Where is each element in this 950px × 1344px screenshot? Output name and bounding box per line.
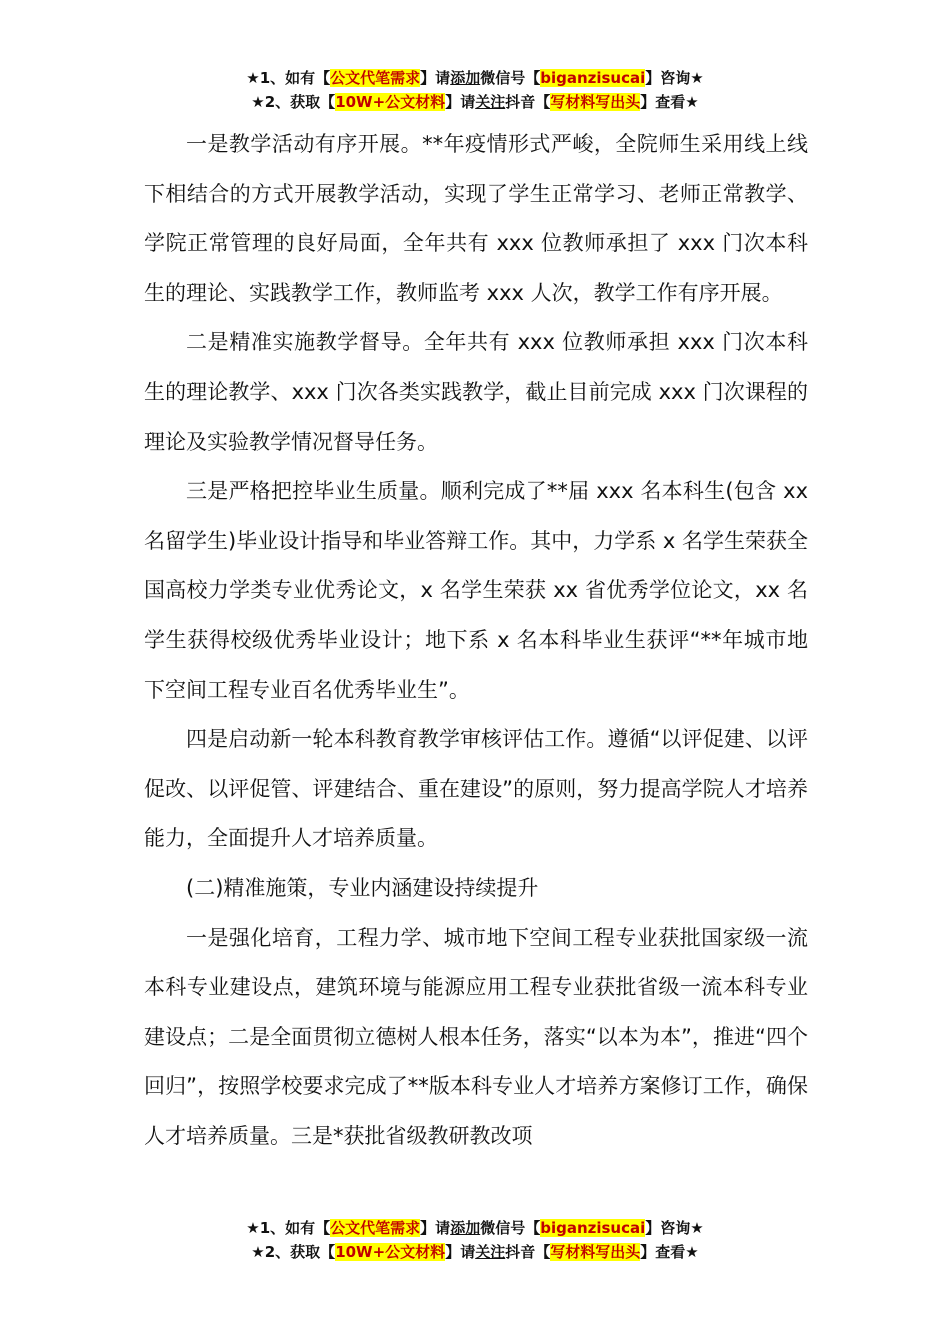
banner-underline: 添加 [450,1219,481,1237]
banner-text: 抖音【 [505,1243,551,1261]
banner-highlight: 公文代笔需求 [330,1219,421,1237]
banner-text: 】咨询★ [645,1219,704,1237]
banner-text: ★2、获取【 [251,93,336,111]
banner-text: 】请 [420,1219,451,1237]
banner-douyin-id: 写材料写出头 [550,1243,641,1261]
paragraph-teaching-activities: 一是教学活动有序开展。**年疫情形式严峻，全院师生采用线上线下相结合的方式开展教学活动，实现了学生正常学习、老师正常教学、学院正常管理的良好局面，全年共有 xxx 位教师承担了 xxx 门次本科生的理论、实践教学工作，教师监考 xxx 人次，教学工作有序开展。 [144,132,808,305]
banner-text: 】请 [445,1243,476,1261]
banner-text: 】请 [445,93,476,111]
banner-underline: 添加 [450,69,481,87]
bottom-banner [0,1216,950,1264]
paragraph-major-construction: 一是强化培育，工程力学、城市地下空间工程专业获批国家级一流本科专业建设点，建筑环境与能源应用工程专业获批省级一流本科专业建设点；二是全面贯彻立德树人根本任务，落实“以本为本”，推进“四个回归”，按照学校要求完成了**版本科专业人才培养方案修订工作，确保人才培养质量。三是*获批省级教研教改项 [144,925,808,1148]
banner-line-2 [0,1240,950,1264]
paragraph-assessment: 四是启动新一轮本科教育教学审核评估工作。遵循“以评促建、以评促改、以评促管、评建结合、重在建设”的原则，努力提高学院人才培养能力，全面提升人才培养质量。 [144,727,808,851]
banner-highlight: 公文代笔需求 [330,69,421,87]
banner-douyin-id: 写材料写出头 [550,93,641,111]
banner-highlight: 10W+公文材料 [335,93,446,111]
banner-highlight: 10W+公文材料 [335,1243,446,1261]
banner-wechat-id: biganzisucai [540,1219,646,1237]
banner-text: 】查看★ [640,93,699,111]
banner-wechat-id: biganzisucai [540,69,646,87]
banner-text: ★1、如有【 [246,1219,331,1237]
banner-text: 微信号【 [480,1219,541,1237]
banner-text: 】咨询★ [645,69,704,87]
banner-underline: 关注 [475,93,506,111]
document-body [144,120,808,1161]
paragraph-graduate-quality: 三是严格把控毕业生质量。顺利完成了**届 xxx 名本科生(包含 xx 名留学生)毕业设计指导和毕业答辩工作。其中，力学系 x 名学生荣获全国高校力学类专业优秀论文，x 名学生荣获 xx 省优秀学位论文，xx 名学生获得校级优秀毕业设计；地下系 x 名本科毕业生获评“**年城市地下空间工程专业百名优秀毕业生”。 [144,479,808,702]
banner-text: 抖音【 [505,93,551,111]
banner-line-1 [0,66,950,90]
top-banner [0,66,950,114]
banner-underline: 关注 [475,1243,506,1261]
section-heading: (二)精准施策，专业内涵建设持续提升 [186,875,539,900]
banner-text: ★2、获取【 [251,1243,336,1261]
banner-line-1 [0,1216,950,1240]
banner-text: 】查看★ [640,1243,699,1261]
banner-line-2 [0,90,950,114]
banner-text: ★1、如有【 [246,69,331,87]
banner-text: 微信号【 [480,69,541,87]
banner-text: 】请 [420,69,451,87]
paragraph-teaching-supervision: 二是精准实施教学督导。全年共有 xxx 位教师承担 xxx 门次本科生的理论教学、xxx 门次各类实践教学，截止目前完成 xxx 门次课程的理论及实验教学情况督导任务。 [144,330,808,454]
